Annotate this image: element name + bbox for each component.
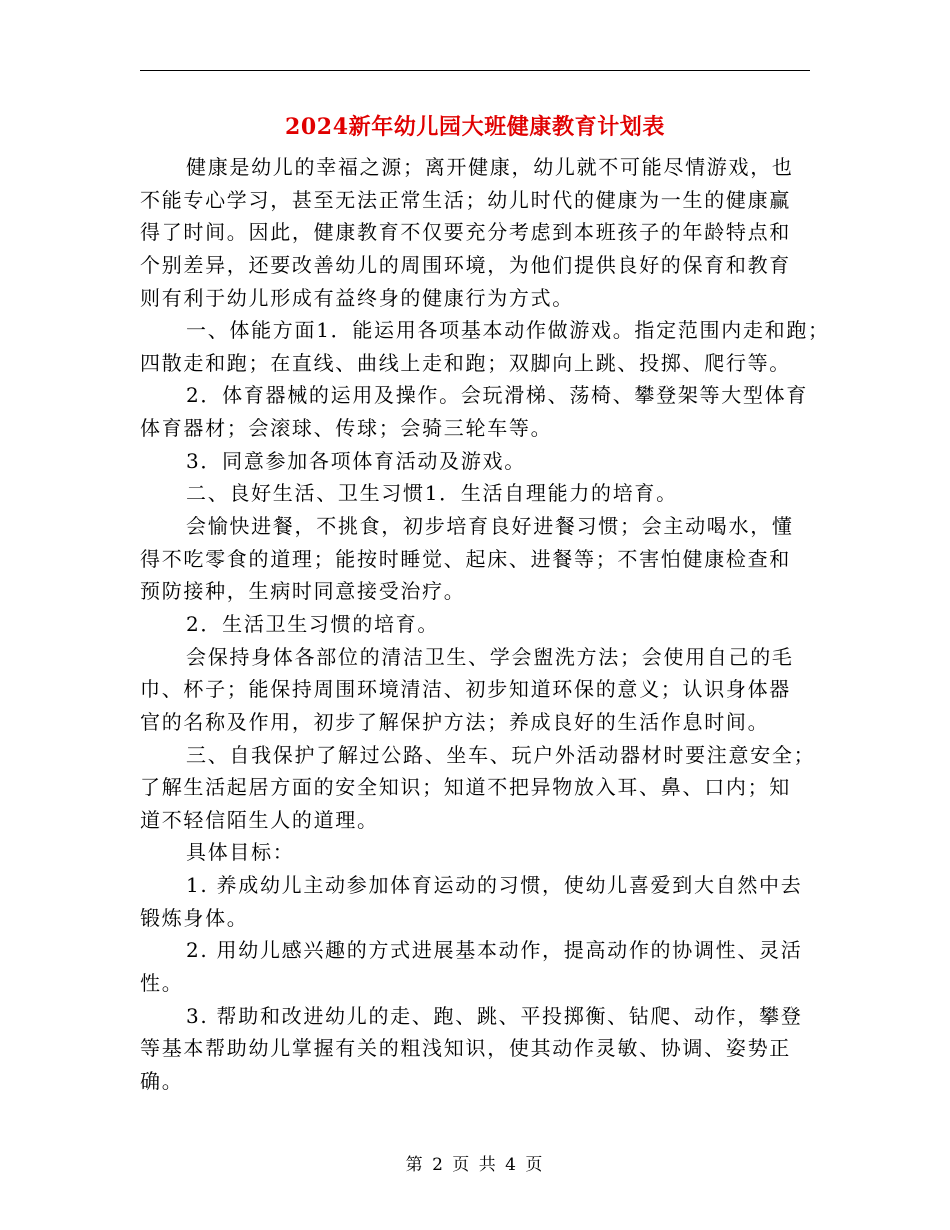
text-line: 了解生活起居方面的安全知识；知道不把异物放入耳、鼻、口内；知: [140, 775, 791, 800]
item-sports-activities: [140, 445, 840, 478]
text-line: 不能专心学习，甚至无法正常生活；幼儿时代的健康为一生的健康赢: [140, 187, 791, 212]
text-line: 2. 用幼儿感兴趣的方式进展基本动作，提高动作的协调性、灵活: [186, 938, 803, 963]
section-physical-ability: [140, 314, 840, 379]
text-line: 2．生活卫生习惯的培育。: [186, 611, 440, 636]
text-line: 1. 养成幼儿主动参加体育运动的习惯，使幼儿喜爱到大自然中去: [186, 873, 803, 898]
text-line: 锻炼身体。: [140, 905, 249, 930]
text-line: 等基本帮助幼儿掌握有关的粗浅知识，使其动作灵敏、协调、姿势正: [140, 1036, 791, 1061]
self-care-details: [140, 510, 840, 608]
goal-item-1: [140, 869, 840, 934]
text-line: 个别差异，还要改善幼儿的周围环境，为他们提供良好的保育和教育: [140, 252, 791, 277]
header-rule: [140, 70, 810, 71]
text-line: 则有利于幼儿形成有益终身的健康行为方式。: [140, 285, 574, 310]
intro-paragraph: [140, 151, 840, 314]
text-line: 健康是幼儿的幸福之源；离开健康，幼儿就不可能尽情游戏，也: [186, 155, 794, 179]
text-line: 得不吃零食的道理；能按时睡觉、起床、进餐等；不害怕健康检查和: [140, 546, 791, 571]
text-line: 道不轻信陌生人的道理。: [140, 807, 379, 832]
item-hygiene-habits: [140, 608, 840, 641]
text-line: 体育器材；会滚球、传球；会骑三轮车等。: [140, 416, 553, 441]
text-line: 3. 帮助和改进幼儿的走、跑、跳、平投掷衡、钻爬、动作，攀登: [186, 1003, 803, 1028]
text-line: 会愉快进餐，不挑食，初步培育良好进餐习惯；会主动喝水，懂: [186, 514, 794, 539]
section-living-hygiene-habits: [140, 477, 840, 510]
text-line: 具体目标：: [186, 840, 295, 865]
text-line: 三、自我保护了解过公路、坐车、玩户外活动器材时要注意安全；: [186, 742, 816, 767]
text-line: 性。: [140, 971, 184, 996]
hygiene-habits-details: [140, 641, 840, 739]
text-line: 3．同意参加各项体育活动及游戏。: [186, 448, 526, 473]
page-number-footer: 第 2 页 共 4 页: [405, 1155, 545, 1175]
text-line: 二、良好生活、卫生习惯1．生活自理能力的培育。: [186, 481, 678, 506]
specific-goals-heading: [140, 836, 840, 869]
text-line: 得了时间。因此，健康教育不仅要充分考虑到本班孩子的年龄特点和: [140, 220, 791, 245]
text-line: 2．体育器械的运用及操作。会玩滑梯、荡椅、攀登架等大型体育: [186, 383, 809, 408]
document-title: 2024新年幼儿园大班健康教育计划表: [284, 114, 666, 140]
text-line: 预防接种，生病时同意接受治疗。: [140, 579, 466, 604]
text-line: 四散走和跑；在直线、曲线上走和跑；双脚向上跳、投掷、爬行等。: [140, 350, 791, 375]
text-line: 确。: [140, 1068, 184, 1093]
text-line: 官的名称及作用，初步了解保护方法；养成良好的生活作息时间。: [140, 709, 770, 734]
text-line: 一、体能方面1．能运用各项基本动作做游戏。指定范围内走和跑；: [186, 318, 830, 343]
document-body: [140, 151, 840, 1098]
text-line: 会保持身体各部位的清洁卫生、学会盥洗方法；会使用自己的毛: [186, 644, 794, 669]
text-line: 巾、杯子；能保持周围环境清洁、初步知道环保的意义；认识身体器: [140, 677, 791, 702]
goal-item-3: [140, 1000, 840, 1098]
section-self-protection: [140, 739, 840, 837]
goal-item-2: [140, 934, 840, 999]
item-sports-equipment: [140, 379, 840, 444]
